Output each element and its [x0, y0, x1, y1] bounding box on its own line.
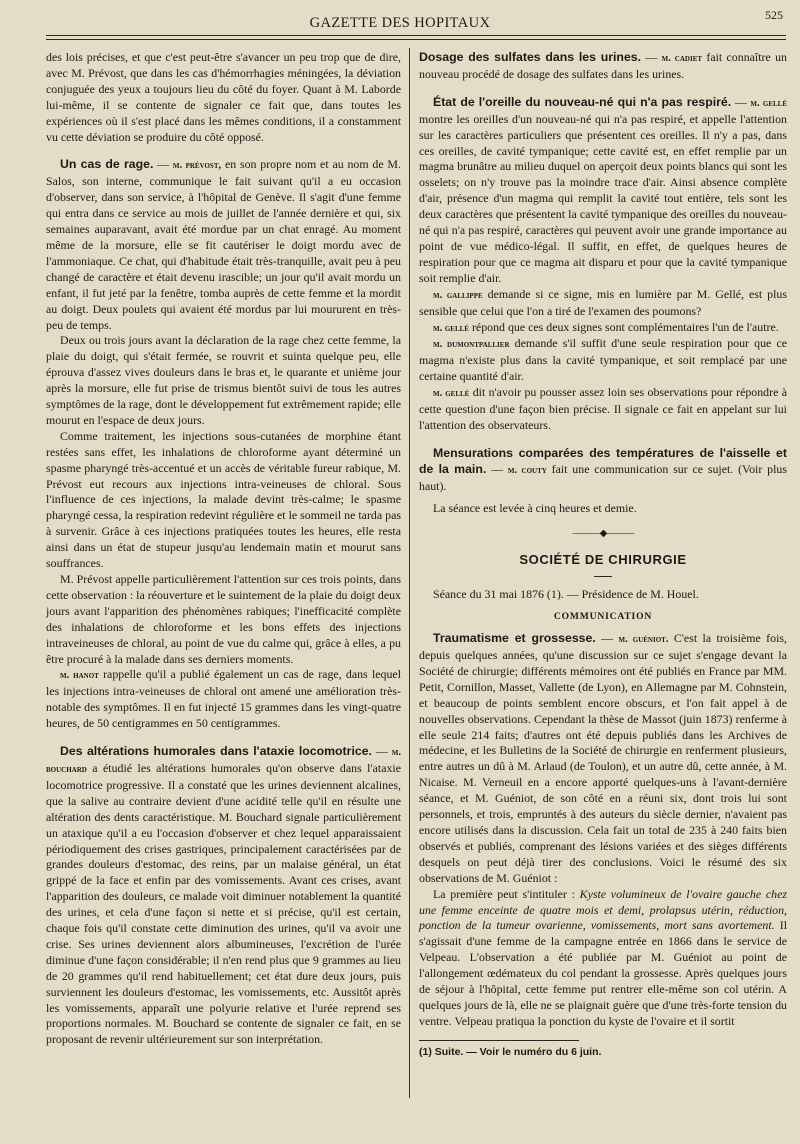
author-name: m. cadiet [661, 53, 703, 64]
author-name: m. gallippe [433, 289, 483, 301]
paragraph-lead: La première peut s'intituler : [433, 886, 580, 901]
paragraph-first-observation [419, 887, 787, 1030]
communication-label: COMMUNICATION [553, 611, 653, 623]
author-name: m. bouchard [46, 747, 401, 775]
left-column [46, 50, 401, 1048]
paragraph-gelle-answer [419, 385, 787, 434]
paragraph-hanot [46, 667, 401, 732]
paragraph-gelle-reply [419, 320, 787, 337]
paragraph-text: dit n'avoir pu pousser assez loin ses observations pour répondre à cette question d'une façon bien précise. Il signale ce fait en appelant sur lui l'attention des observateurs. [419, 385, 787, 432]
paragraph: M. Prévost appelle particulièrement l'attention sur ces trois points, dans cette observation : la réouverture et le suintement de la plaie du doigt deux jours avant l'apparition des phénomènes rabiques; l'inefficacité complète des inhalations de chloroforme et les bons effets des injections intraveineuses de chloral, au point de vue du calme qui, grâce à elles, a pu être procuré à la malade dans ses derniers moments. [46, 572, 401, 666]
paragraph-gallippe [419, 287, 787, 320]
section-heading: État de l'oreille du nouveau-né qui n'a pas respiré. [433, 94, 732, 109]
paragraph: Deux ou trois jours avant la déclaration de la rage chez cette femme, la plaie du doigt, qui s'était fermée, se rouvrit et suinta quelque peu, elle éprouva d'assez vives douleurs dans le bras et, le quarante et unième jour après la morsure, elle fut prise de trismus bientôt suivi de tous les autres symptômes de la rage, dont le développement fut extrêmement rapide; elle mourut en l'espace de deux jours. [46, 333, 401, 427]
paragraph-text: fait connaître un nouveau procédé de dosage des sulfates dans les urines. [419, 50, 787, 81]
section-mensurations: Mensurations comparées des températures de l'aisselle et de la main. — m. couty fait une communication sur ce sujet. (Voir plus haut). [419, 445, 787, 493]
author-name: m. couty [507, 464, 547, 476]
section-sulfates: Dosage des sulfates dans les urines. — m. cadiet fait connaître un nouveau procédé de dosage des sulfates dans les urines. [419, 50, 787, 81]
short-rule [594, 576, 612, 577]
header-rule-thick [46, 35, 786, 36]
author-name: m. gellé [433, 322, 469, 334]
section-heading: Des altérations humorales dans l'ataxie locomotrice. [60, 744, 372, 759]
observation-title: Kyste volumineux de l'ovaire gauche chez une femme enceinte de quatre mois et demi, prolapsus utérin, réduction, ponction de la tumeur ovarienne, vomissements, mort sans avortement. [419, 886, 787, 933]
paragraph-text: répond que ces deux signes sont complémentaires l'un de l'autre. [471, 319, 779, 334]
author-name: m. gellé [433, 388, 470, 400]
paragraph-text: rappelle qu'il a publié également un cas de rage, dans lequel les injections intra-veineuses de chloral ont amené une amélioration très-notable des symptômes. Il en fut injecté 15 grammes dans les vingt-quatre heures, de 50 centigrammes en 50 centigrammes. [46, 667, 401, 731]
author-name: m. guéniot. [618, 634, 669, 646]
section-oreille: État de l'oreille du nouveau-né qui n'a pas respiré. — m. gellé montre les oreilles d'un nouveau-né qui n'a pas respiré, et appelle l'attention sur les caractères particuliers que présentent ces oreilles. Il n'y a pas, dans ces oreilles, de cavité tympanique; cette cavité est, en effet remplie par un magma brunâtre au milieu duquel on aperçoit deux points blancs qui sont les osselets; on n'y trouve pas la moindre trace d'air. Ainsi absence complète d'air, présence d'un magma qui remplit la cavité tout entière, tels sont les deux caractères que présentent la cavité tympanique des oreilles du nouveau-né qui n'a pas respiré, caractères qui peuvent avoir une grande importance au point de vue médico-légal. Il suffit, en effet, de quelques heures de respiration pour que ce magma ait disparu et pour que la cavité tympanique soit remplie d'air. [419, 94, 788, 285]
paragraph-dumontpallier [419, 336, 787, 385]
column-divider [409, 48, 410, 1098]
closing-line: La séance est levée à cinq heures et demie. [433, 500, 637, 515]
author-name: m. prévost, [172, 160, 222, 172]
author-name: m. dumontpallier [433, 339, 510, 351]
author-name: m. gellé [750, 97, 788, 109]
masthead-title: GAZETTE DES HOPITAUX [309, 15, 491, 31]
right-column [419, 50, 787, 1061]
header-rule-thin [46, 39, 786, 40]
paragraph-text: fait une communication sur ce sujet. (Voir plus haut). [419, 461, 787, 493]
paragraph-text: C'est la troisième fois, depuis quelques années, qu'une discussion sur ce sujet s'engage devant la Société de chirurgie; différents mémoires ont été publiés en France par MM. Petit, Cornillon, Masset, Vallette (de Lyon), en Allemagne par M. Cohnstein, et beaucoup de points semblent encore obscurs, et l'on fait appel à de nouvelles observations. Cependant la thèse de Massot (juin 1873) renferme à elle seule 214 faits; d'autres ont été depuis publiés dans les Archives de médecine, et les Bulletins de la Société de chirurgie en renferment plusieurs, entre autres un dû à M. Arlaud (de Toulon), et un autre dû, cette année, à M. Nicaise. M. Verneuil en a encore apporté quelques-uns à l'avant-dernière séance, et M. Guéniot, de son côté en a réuni six, dont trois lui sont personnels, et trois, empruntés à des auteurs du siècle dernier, n'avaient pas encore utilisés dans la discussion. Cela fait un total de 235 à 240 faits bien observés et publiés, comprenant des lésions variées et des sièges différents desquels on peut déjà tirer des conclusions. Voici le résumé des six observations de M. Guéniot : [419, 631, 787, 885]
society-title: SOCIÉTÉ DE CHIRURGIE [519, 552, 687, 568]
paragraph-text: a étudié les altérations humorales qu'on observe dans l'ataxie locomotrice progressive. Il a constaté que les urines deviennent alcalines, que la salive au contraire devient d'une acidité telle qu'il en résulte une altération des dents caractéristique. M. Bouchard signale particulièrement un ataxique qu'il a eu l'occasion d'observer et chez lequel apparaissaient périodiquement des crises gastriques, principalement caractérisées par de grandes douleurs d'estomac, des reins, par un malaise général, un état grippé de la face et enfin par des vomissements. Avant ces crises, avant l'apparition des douleurs, ce malade voit diminuer notablement la quantité des urines, et cela d'une façon si nette et si précise, qu'il est certain, chaque fois qu'il constate cette diminution des urines, qu'il va avoir une crise. Ses urines deviennent alors albumineuses, l'excrétion de l'urée diminue d'une façon considérable; il n'en rend plus que 9 grammes au lieu de 20 grammes qu'il rend habituellement; cet état dure deux jours, puis surviennent les douleurs d'estomac, les vomissements, etc. Aussitôt après les vomissements, apparaît une polyurie relative et l'urée reprend ses proportions normales. M. Bouchard se contente de signaler ce fait, en se proposant de revenir ultérieurement sur son interprétation. [46, 760, 401, 1047]
paragraph-text: montre les oreilles d'un nouveau-né qui n'a pas respiré, et appelle l'attention sur les caractères particuliers que présentent ces oreilles. Il n'y a pas, dans ces oreilles, de cavité tympanique; cette cavité est, en effet remplie par un magma brunâtre au milieu duquel on aperçoit deux points blancs qui sont les osselets; on n'y trouve pas la moindre trace d'air. Ainsi absence complète d'air, présence d'un magma qui remplit la cavité tout entière, tels sont les deux caractères que présentent la cavité tympanique des oreilles du nouveau-né qui n'a pas respiré, caractères qui peuvent avoir une grande importance au point de vue médico-légal. Il suffit, en effet, de quelques heures de respiration pour que ce magma ait disparu et pour que la cavité tympanique soit remplie d'air. [419, 111, 787, 285]
author-name: m. hanot [60, 670, 99, 682]
page-number: 525 [765, 8, 783, 22]
section-heading: Dosage des sulfates dans les urines. [419, 50, 642, 64]
session-line: Séance du 31 mai 1876 (1). — Présidence de M. Houel. [433, 587, 699, 602]
section-ataxie: Des altérations humorales dans l'ataxie locomotrice. — m. bouchard a étudié les altérations humorales qu'on observe dans l'ataxie locomotrice progressive. Il a constaté que les urines deviennent alcalines, que la salive au contraire devient d'une acidité telle qu'il en résulte une altération des dents caractéristique. M. Bouchard signale particulièrement un ataxique qu'il a eu l'occasion d'observer et chez lequel apparaissaient périodiquement des crises gastriques, principalement caractérisées par de grandes douleurs d'estomac, des reins, par un malaise général, un état grippé de la face et enfin par des vomissements. Avant ces crises, avant l'apparition des douleurs, ce malade voit diminuer notablement la quantité des urines, et cela d'une façon si nette et si précise, qu'il est certain, chaque fois qu'il constate cette diminution des urines, qu'il va avoir une crise. Ses urines deviennent alors albumineuses, l'excrétion de l'urée diminue d'une façon considérable; il n'en rend plus que 9 grammes au lieu de 20 grammes qu'il rend habituellement; cet état dure deux jours, puis surviennent les douleurs d'estomac, les vomissements, etc. Aussitôt après les vomissements, apparaît une polyurie relative et l'urée reprend ses proportions normales. M. Bouchard se contente de signaler ce fait, en se proposant de revenir ultérieurement sur son interprétation. [46, 744, 401, 1047]
section-heading: Mensurations comparées des températures de l'aisselle et de la main. [419, 445, 787, 476]
paragraph-continued: des lois précises, et que c'est peut-être s'avancer un peu trop que de dire, avec M. Prévost, que dans les cas d'hémorrhagies méningées, la déviation conjuguée des yeux a toujours lieu du côté du foyer. Quant à M. Laborde lui-même, il se contente de signaler ce fait que, dans toutes les expériences où il s'est placé dans les mêmes conditions, il a constamment vu cette déviation se produire du côté opposé. [46, 50, 401, 144]
paragraph-text: Il s'agissait d'une femme de la campagne entrée en 1866 dans le service de Velpeau. L'observation a été publiée par M. Guéniot au point de l'allongement œdémateux du col pendant la grossesse. Après quelques jours de séjour à l'hôpital, cette femme put rentrer elle-même son col utérin. A quelques jours de là, elle ne se plaignait guère que d'une très-forte tension du ventre. Velpeau pratiqua la ponction du kyste de l'ovaire et il sortit [419, 918, 787, 1028]
paragraph: Comme traitement, les injections sous-cutanées de morphine étant restées sans effet, les inhalations de chloroforme ayant déterminé un spasme pharyngé très-accentué et un accès de véritable fureur rabique, M. Prévost eut recours aux injections intra-veineuses de chloral. Sous l'influence de ces injections, la malade devint très-calme; le spasme pharyngé cessa, la respiration redevint régulière et le sommeil ne tarda pas à survenir. Grâce à ces injections pratiquées toutes les heures, elle resta ainsi dans un état de stupeur jusqu'au lendemain matin et mourut sans souffrances. [46, 428, 401, 571]
paragraph-text: demande si ce signe, mis en lumière par M. Gellé, est plus sensible que celui que l'on a tiré de l'examen des poumons? [419, 286, 787, 318]
section-traumatisme: Traumatisme et grossesse. — m. guéniot. C'est la troisième fois, depuis quelques années, qu'une discussion sur ce sujet s'engage devant la Société de chirurgie; différents mémoires ont été publiés en France par MM. Petit, Cornillon, Masset, Vallette (de Lyon), en Allemagne par M. Cohnstein, et beaucoup de points semblent encore obscurs, et l'on fait appel à de nouvelles observations. Cependant la thèse de Massot (juin 1873) renferme à elle seule 214 faits; d'autres ont été depuis publiés dans les Archives de médecine, et les Bulletins de la Société de chirurgie en renferment plusieurs, entre autres un dû à M. Arlaud (de Toulon), et un autre dû, cette année, à M. Nicaise. M. Verneuil en a encore apporté quelques-uns à l'avant-dernière séance, et M. Guéniot, de son côté en a réuni six, dont trois lui sont personnels, et trois, empruntés à des auteurs du siècle dernier, n'avaient pas encore utilisés dans la discussion. Cela fait un total de 235 à 240 faits bien observés et publiés, comprenant des lésions variées et des sièges différents desquels on peut déjà tirer des conclusions. Voici le résumé des six observations de M. Guéniot : [419, 631, 787, 885]
paragraph-text: demande s'il suffit d'une seule respiration pour que ce magma n'existe plus dans la cavité tympanique, et soit remplacé par une certaine quantité d'air. [419, 336, 787, 384]
paragraph-text: en son propre nom et au nom de M. Salos, son interne, communique le fait suivant qu'il a eu occasion d'observer, dans son service, à l'hôpital de Genève. Il s'agit d'une femme qui entra dans ce service au mois de juillet de l'année dernière et qui, six semaines auparavant, avait été mordue par un chat enragé. Au moment même de la morsure, elle se fit cautériser le doigt mordu avec de l'ammoniaque. Ce chat, qui d'habitude était très-tranquille, avait peu à peu changé de caractère et était devenu irascible; un jour qu'il avait mordu un enfant, il fut jeté par la fenêtre, tomba auprès de cette femme et la mordit au doigt. Deux poulets qui avaient été mordus par lui moururent en très-peu de temps. [46, 157, 401, 332]
section-heading: Un cas de rage. [60, 157, 154, 172]
section-rage: Un cas de rage. — m. prévost, en son propre nom et au nom de M. Salos, son interne, communique le fait suivant qu'il a eu occasion d'observer, dans son service, à l'hôpital de Genève. Il s'agit d'une femme qui entra dans ce service au mois de juillet de l'année dernière et qui, six semaines auparavant, avait été mordue par un chat enragé. Au moment même de la morsure, elle se fit cautériser le doigt mordu avec de l'ammoniaque. Ce chat, qui d'habitude était très-tranquille, avait peu à peu changé de caractère et était devenu irascible; un jour qu'il avait mordu un enfant, il fut jeté par la fenêtre, tomba auprès de cette femme et la mordit au doigt. Deux poulets qui avaient été mordus par lui moururent en très-peu de temps. [46, 157, 401, 332]
footnote-rule [419, 1040, 579, 1041]
footnote: (1) Suite. — Voir le numéro du 6 juin. [419, 1045, 602, 1058]
section-heading: Traumatisme et grossesse. [433, 631, 596, 646]
section-ornament: ———◆——— [572, 528, 634, 540]
